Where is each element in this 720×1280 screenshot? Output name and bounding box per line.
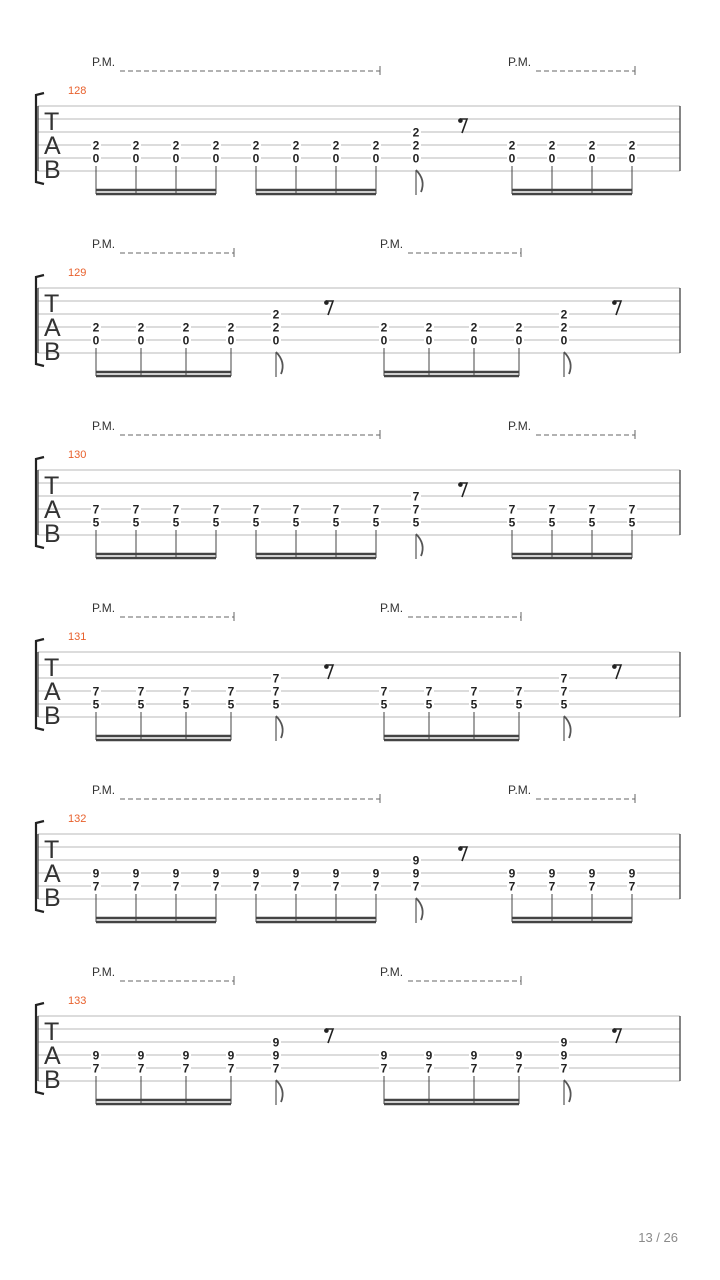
- fret-number: 5: [412, 515, 420, 530]
- tab-clef-letter: T: [44, 472, 60, 500]
- fret-number: 0: [628, 151, 636, 166]
- fret-number: 7: [272, 671, 280, 686]
- eighth-rest-dot: [458, 846, 463, 851]
- fret-number: 7: [425, 1061, 433, 1076]
- fret-number: 0: [212, 151, 220, 166]
- fret-number: 0: [137, 333, 145, 348]
- fret-number: 0: [412, 151, 420, 166]
- fret-number: 2: [92, 138, 100, 153]
- system-bracket: [36, 275, 44, 366]
- fret-number: 0: [508, 151, 516, 166]
- note-flag-icon: [416, 534, 423, 556]
- fret-number: 0: [227, 333, 235, 348]
- fret-number: 7: [227, 684, 235, 699]
- fret-number: 5: [425, 697, 433, 712]
- fret-number: 7: [425, 684, 433, 699]
- tab-clef-letter: B: [44, 1066, 61, 1094]
- tab-system: [36, 55, 680, 195]
- fret-number: 5: [588, 515, 596, 530]
- note-flag-icon: [276, 1080, 283, 1102]
- fret-number: 9: [272, 1048, 280, 1063]
- fret-number: 2: [412, 125, 420, 140]
- fret-number: 2: [548, 138, 556, 153]
- fret-number: 7: [92, 879, 100, 894]
- tab-clef-letter: T: [44, 1018, 60, 1046]
- tab-clef-letter: T: [44, 654, 60, 682]
- fret-number: 2: [292, 138, 300, 153]
- note-flag-icon: [564, 352, 571, 374]
- fret-number: 7: [470, 1061, 478, 1076]
- fret-number: 9: [132, 866, 140, 881]
- fret-number: 5: [560, 697, 568, 712]
- palm-mute-label: P.M.: [508, 783, 532, 797]
- fret-number: 0: [470, 333, 478, 348]
- tab-clef-letter: B: [44, 702, 61, 730]
- fret-number: 9: [212, 866, 220, 881]
- note-flag-icon: [416, 170, 423, 192]
- fret-number: 2: [508, 138, 516, 153]
- fret-number: 5: [628, 515, 636, 530]
- fret-number: 2: [470, 320, 478, 335]
- eighth-rest-dot: [324, 300, 329, 305]
- fret-number: 2: [372, 138, 380, 153]
- tab-system: [36, 783, 680, 923]
- fret-number: 5: [182, 697, 190, 712]
- tab-clef-letter: A: [44, 860, 61, 888]
- fret-number: 9: [588, 866, 596, 881]
- palm-mute-label: P.M.: [380, 965, 404, 979]
- tab-clef-letter: B: [44, 156, 61, 184]
- fret-number: 7: [380, 684, 388, 699]
- fret-number: 7: [212, 879, 220, 894]
- tab-clef-letter: B: [44, 520, 61, 548]
- fret-number: 7: [560, 1061, 568, 1076]
- note-flag-icon: [276, 716, 283, 738]
- fret-number: 5: [332, 515, 340, 530]
- note-flag-icon: [564, 716, 571, 738]
- fret-number: 7: [227, 1061, 235, 1076]
- measure-number: 131: [68, 631, 87, 643]
- palm-mute-label: P.M.: [92, 55, 116, 69]
- fret-number: 7: [132, 502, 140, 517]
- eighth-rest-dot: [458, 118, 463, 123]
- eighth-rest-dot: [324, 664, 329, 669]
- fret-number: 7: [132, 879, 140, 894]
- system-bracket: [36, 1003, 44, 1094]
- fret-number: 5: [380, 697, 388, 712]
- fret-number: 2: [425, 320, 433, 335]
- fret-number: 2: [588, 138, 596, 153]
- fret-number: 7: [182, 684, 190, 699]
- fret-number: 5: [212, 515, 220, 530]
- fret-number: 0: [425, 333, 433, 348]
- fret-number: 9: [172, 866, 180, 881]
- fret-number: 0: [272, 333, 280, 348]
- fret-number: 7: [412, 489, 420, 504]
- fret-number: 9: [425, 1048, 433, 1063]
- fret-number: 7: [172, 879, 180, 894]
- fret-number: 0: [132, 151, 140, 166]
- fret-number: 0: [372, 151, 380, 166]
- fret-number: 2: [92, 320, 100, 335]
- fret-number: 9: [628, 866, 636, 881]
- fret-number: 7: [508, 502, 516, 517]
- eighth-rest-dot: [324, 1028, 329, 1033]
- palm-mute-label: P.M.: [508, 419, 532, 433]
- tab-clef-letter: B: [44, 338, 61, 366]
- fret-number: 7: [548, 502, 556, 517]
- fret-number: 7: [292, 502, 300, 517]
- tab-clef-letter: B: [44, 884, 61, 912]
- fret-number: 7: [92, 1061, 100, 1076]
- fret-number: 7: [628, 879, 636, 894]
- tab-clef-letter: T: [44, 290, 60, 318]
- fret-number: 7: [548, 879, 556, 894]
- measure-number: 133: [68, 995, 87, 1007]
- fret-number: 5: [508, 515, 516, 530]
- measure-number: 130: [68, 449, 87, 461]
- fret-number: 0: [548, 151, 556, 166]
- fret-number: 7: [372, 879, 380, 894]
- fret-number: 5: [132, 515, 140, 530]
- fret-number: 7: [560, 684, 568, 699]
- fret-number: 2: [272, 307, 280, 322]
- fret-number: 7: [272, 1061, 280, 1076]
- tab-clef-letter: A: [44, 132, 61, 160]
- fret-number: 9: [92, 866, 100, 881]
- fret-number: 9: [380, 1048, 388, 1063]
- fret-number: 7: [588, 502, 596, 517]
- fret-number: 0: [292, 151, 300, 166]
- fret-number: 9: [508, 866, 516, 881]
- fret-number: 9: [227, 1048, 235, 1063]
- fret-number: 7: [412, 502, 420, 517]
- palm-mute-label: P.M.: [92, 965, 116, 979]
- tab-clef-letter: T: [44, 108, 60, 136]
- fret-number: 7: [92, 684, 100, 699]
- fret-number: 5: [92, 515, 100, 530]
- tab-clef-letter: A: [44, 678, 61, 706]
- tab-system: [36, 601, 680, 741]
- note-flag-icon: [276, 352, 283, 374]
- fret-number: 2: [227, 320, 235, 335]
- fret-number: 2: [132, 138, 140, 153]
- fret-number: 9: [292, 866, 300, 881]
- fret-number: 9: [560, 1048, 568, 1063]
- fret-number: 5: [137, 697, 145, 712]
- system-bracket: [36, 821, 44, 912]
- tab-system: [36, 965, 680, 1105]
- fret-number: 5: [548, 515, 556, 530]
- fret-number: 7: [332, 879, 340, 894]
- measure-number: 128: [68, 85, 87, 97]
- fret-number: 2: [272, 320, 280, 335]
- palm-mute-label: P.M.: [92, 601, 116, 615]
- note-flag-icon: [564, 1080, 571, 1102]
- fret-number: 7: [137, 684, 145, 699]
- fret-number: 9: [252, 866, 260, 881]
- fret-number: 5: [92, 697, 100, 712]
- tab-clef-letter: A: [44, 1042, 61, 1070]
- palm-mute-label: P.M.: [92, 783, 116, 797]
- fret-number: 7: [515, 1061, 523, 1076]
- fret-number: 9: [470, 1048, 478, 1063]
- fret-number: 2: [380, 320, 388, 335]
- page-number: 13 / 26: [638, 1230, 678, 1245]
- fret-number: 7: [92, 502, 100, 517]
- fret-number: 2: [252, 138, 260, 153]
- fret-number: 7: [292, 879, 300, 894]
- palm-mute-label: P.M.: [92, 237, 116, 251]
- fret-number: 0: [332, 151, 340, 166]
- fret-number: 5: [252, 515, 260, 530]
- tab-clef-letter: T: [44, 836, 60, 864]
- eighth-rest-dot: [612, 1028, 617, 1033]
- fret-number: 9: [272, 1035, 280, 1050]
- fret-number: 2: [212, 138, 220, 153]
- eighth-rest-dot: [612, 664, 617, 669]
- fret-number: 2: [515, 320, 523, 335]
- fret-number: 5: [470, 697, 478, 712]
- fret-number: 9: [92, 1048, 100, 1063]
- fret-number: 7: [137, 1061, 145, 1076]
- system-bracket: [36, 457, 44, 548]
- fret-number: 2: [182, 320, 190, 335]
- fret-number: 0: [380, 333, 388, 348]
- fret-number: 7: [172, 502, 180, 517]
- eighth-rest-dot: [612, 300, 617, 305]
- fret-number: 0: [560, 333, 568, 348]
- fret-number: 2: [560, 320, 568, 335]
- fret-number: 7: [372, 502, 380, 517]
- fret-number: 2: [412, 138, 420, 153]
- fret-number: 7: [588, 879, 596, 894]
- fret-number: 7: [252, 502, 260, 517]
- fret-number: 7: [252, 879, 260, 894]
- fret-number: 9: [548, 866, 556, 881]
- fret-number: 0: [92, 151, 100, 166]
- fret-number: 7: [212, 502, 220, 517]
- fret-number: 7: [628, 502, 636, 517]
- fret-number: 7: [515, 684, 523, 699]
- palm-mute-label: P.M.: [508, 55, 532, 69]
- fret-number: 7: [560, 671, 568, 686]
- fret-number: 0: [92, 333, 100, 348]
- fret-number: 9: [412, 866, 420, 881]
- fret-number: 9: [515, 1048, 523, 1063]
- tab-system: [36, 419, 680, 559]
- fret-number: 9: [560, 1035, 568, 1050]
- fret-number: 9: [372, 866, 380, 881]
- note-flag-icon: [416, 898, 423, 920]
- fret-number: 2: [172, 138, 180, 153]
- fret-number: 9: [332, 866, 340, 881]
- fret-number: 5: [515, 697, 523, 712]
- fret-number: 5: [272, 697, 280, 712]
- fret-number: 7: [380, 1061, 388, 1076]
- fret-number: 9: [182, 1048, 190, 1063]
- fret-number: 0: [182, 333, 190, 348]
- fret-number: 2: [628, 138, 636, 153]
- fret-number: 9: [412, 853, 420, 868]
- measure-number: 129: [68, 267, 87, 279]
- tab-clef-letter: A: [44, 314, 61, 342]
- tab-system: [36, 237, 680, 377]
- fret-number: 0: [172, 151, 180, 166]
- fret-number: 0: [588, 151, 596, 166]
- fret-number: 2: [137, 320, 145, 335]
- fret-number: 9: [137, 1048, 145, 1063]
- system-bracket: [36, 639, 44, 730]
- fret-number: 7: [508, 879, 516, 894]
- fret-number: 5: [172, 515, 180, 530]
- fret-number: 0: [252, 151, 260, 166]
- eighth-rest-dot: [458, 482, 463, 487]
- fret-number: 7: [332, 502, 340, 517]
- palm-mute-label: P.M.: [92, 419, 116, 433]
- fret-number: 5: [292, 515, 300, 530]
- fret-number: 7: [470, 684, 478, 699]
- fret-number: 2: [332, 138, 340, 153]
- palm-mute-label: P.M.: [380, 237, 404, 251]
- system-bracket: [36, 93, 44, 184]
- measure-number: 132: [68, 813, 87, 825]
- fret-number: 5: [372, 515, 380, 530]
- fret-number: 7: [272, 684, 280, 699]
- fret-number: 7: [412, 879, 420, 894]
- fret-number: 2: [560, 307, 568, 322]
- palm-mute-label: P.M.: [380, 601, 404, 615]
- fret-number: 5: [227, 697, 235, 712]
- tab-clef-letter: A: [44, 496, 61, 524]
- fret-number: 7: [182, 1061, 190, 1076]
- fret-number: 0: [515, 333, 523, 348]
